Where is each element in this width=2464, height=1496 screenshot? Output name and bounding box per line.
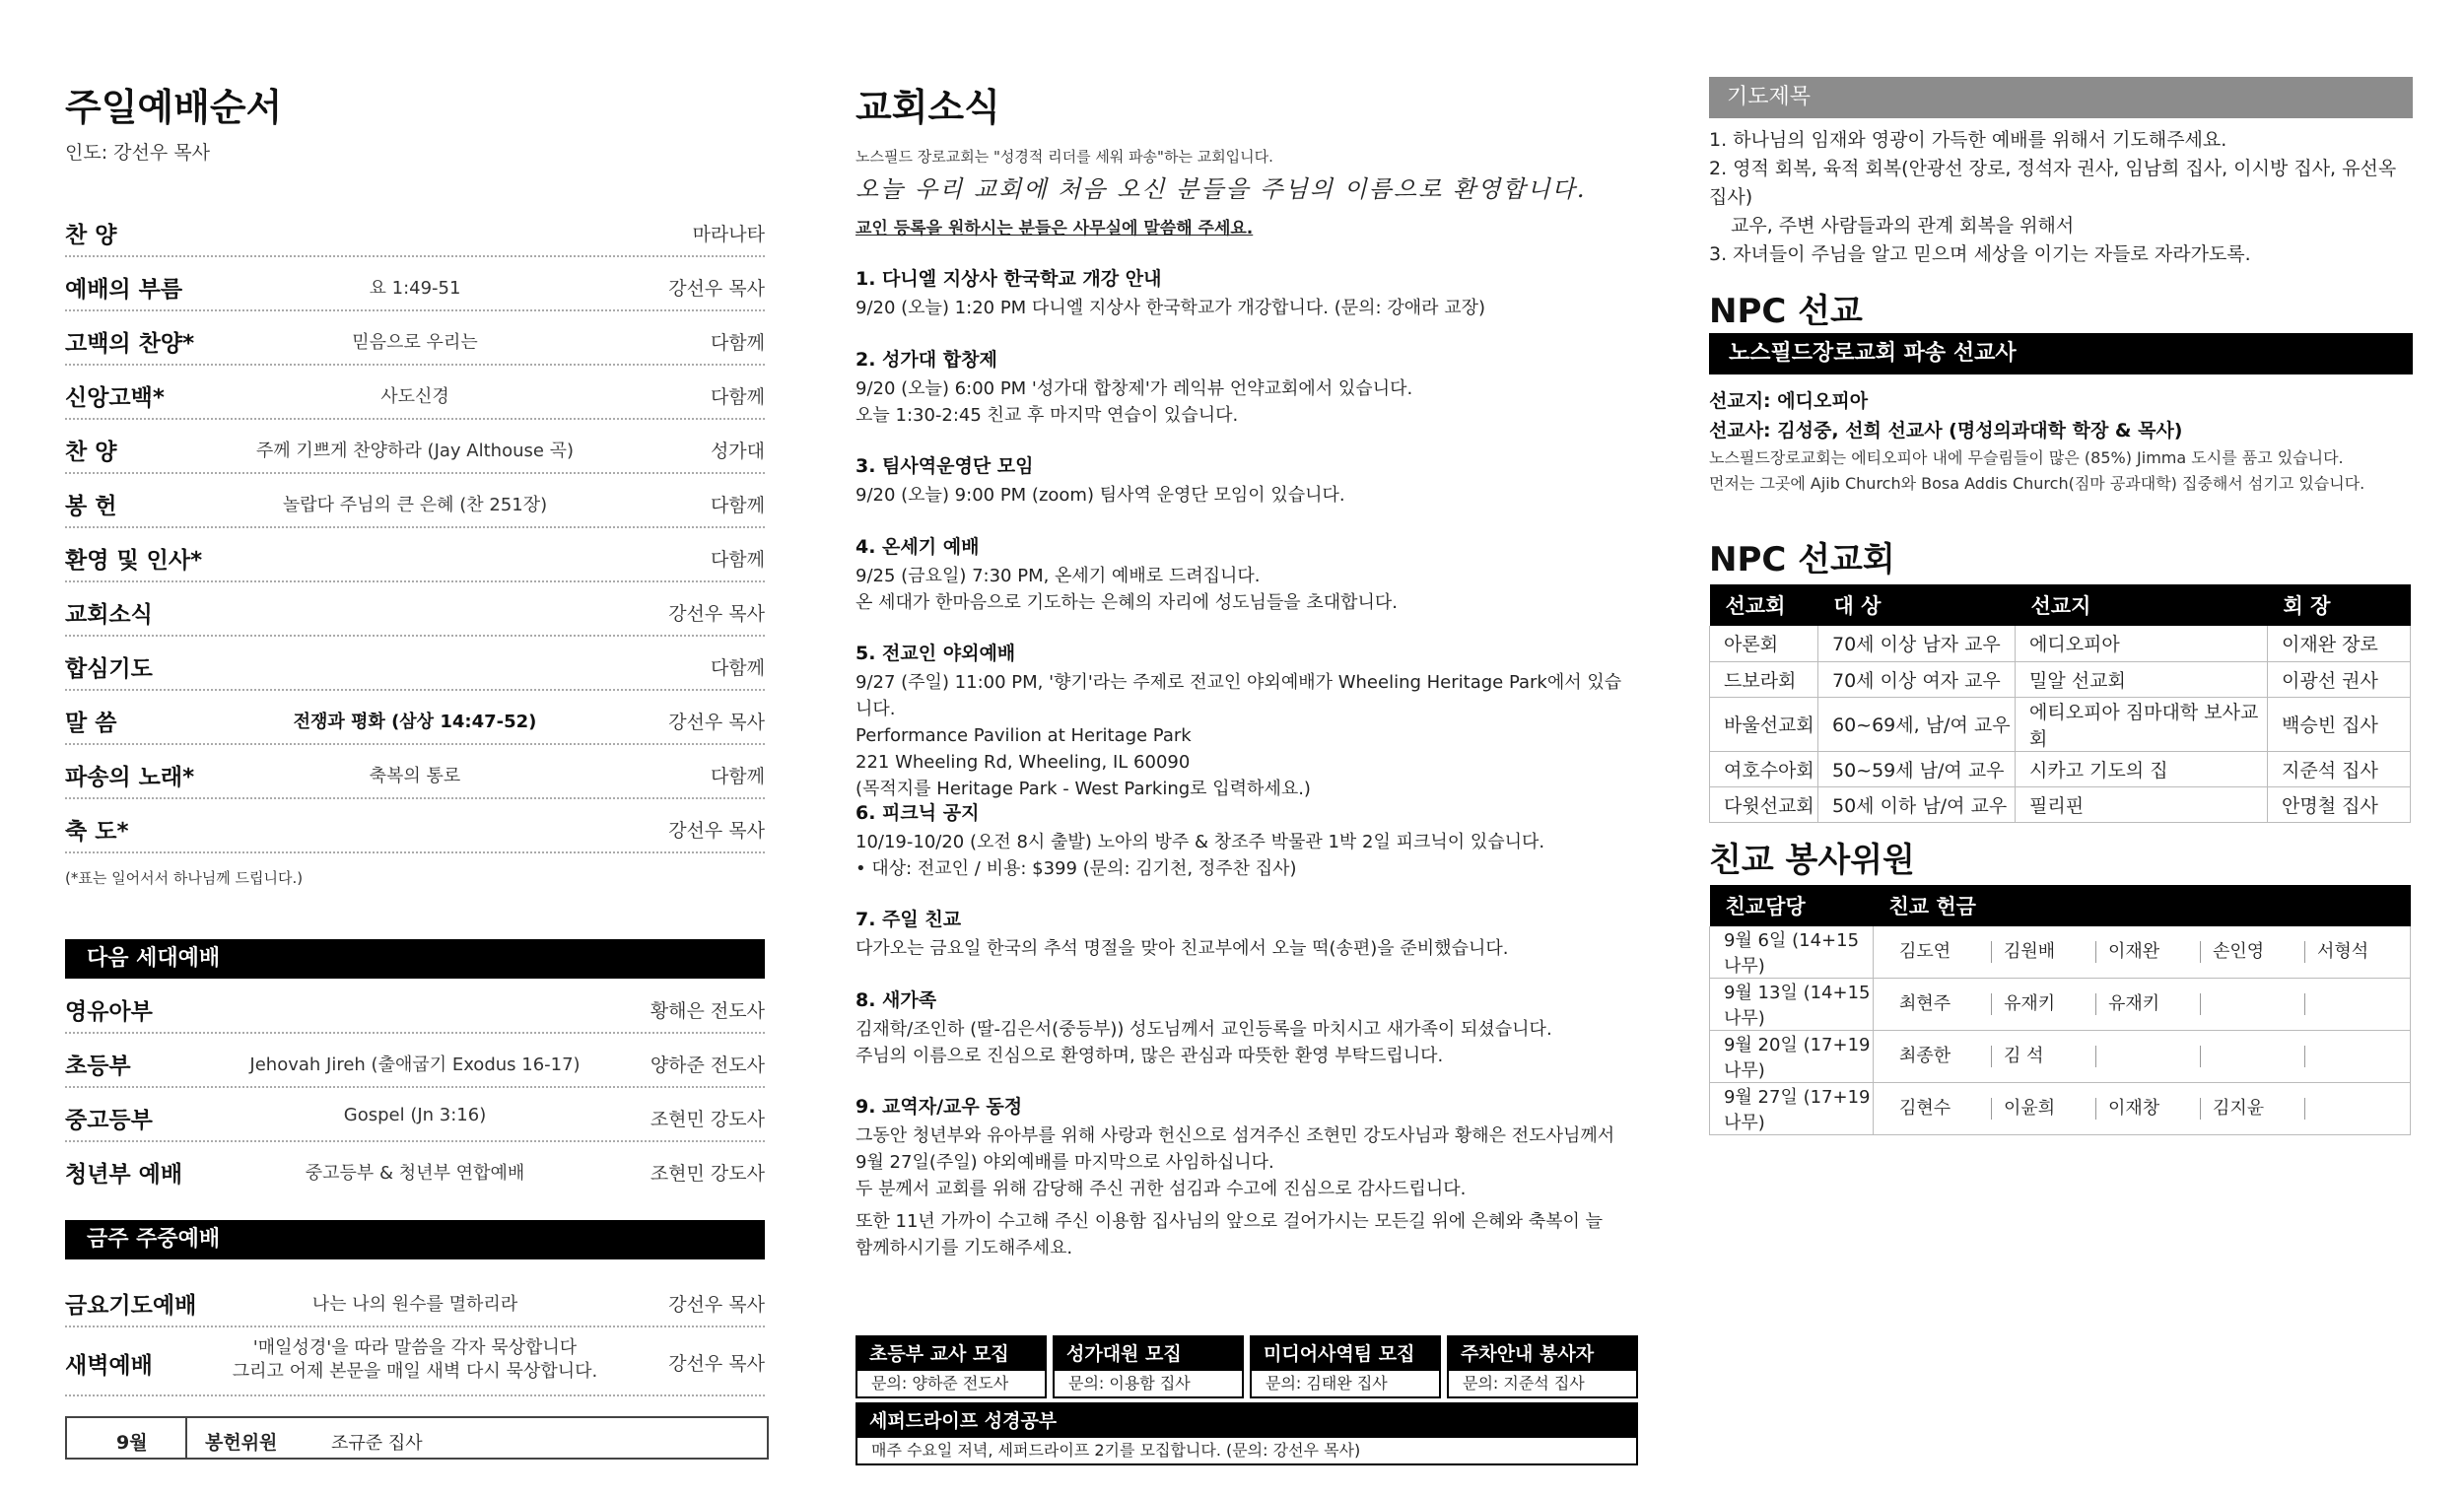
order-row: 찬 양 마라나타 <box>65 203 765 257</box>
recruit-box: 미디어사역팀 모집 문의: 김태완 집사 <box>1250 1335 1441 1398</box>
order-row: 파송의 노래* 축복의 통로 다함께 <box>65 745 765 799</box>
prayer-header: 기도제목 <box>1709 77 2413 118</box>
order-row: 영유아부 황해은 전도사 <box>65 980 765 1034</box>
missionary-name: 선교사: 김성중, 선희 선교사 (명성의과대학 학장 & 목사) <box>1709 420 2183 442</box>
order-row: 신앙고백* 사도신경 다함께 <box>65 366 765 420</box>
table-header-row: 선교회 대 상 선교지 회 장 <box>1710 584 2411 626</box>
welcome-message: 오늘 우리 교회에 처음 오신 분들을 주님의 이름으로 환영합니다. <box>856 175 1587 203</box>
prayer-list: 1. 하나님의 임재와 영광이 가득한 예배를 위해서 기도해주세요. 2. 영적 회복, 육적 회복(안광선 장로, 정석자 권사, 임남희 집사, 이시방 집사, 유선옥 집사) 교우, 주변 사람들과의 관계 회복을 위해서 3. 자녀들이 주님을 알고 믿으며 세상을 이기는 자들로 자라가도록. <box>1709 129 2397 265</box>
table-row: 아론회 70세 이상 남자 교우 에디오피아 이재완 장로 <box>1710 626 2411 661</box>
table-row: 9월 20일 (17+19나무) 최종한 김 석 <box>1710 1031 2411 1083</box>
order-row: 금요기도예배 나는 나의 원수를 멸하리라 강선우 목사 <box>65 1273 765 1327</box>
order-row: 말 씀 전쟁과 평화 (삼상 14:47-52) 강선우 목사 <box>65 691 765 745</box>
table-row: 9월 6일 (14+15나무) 김도연 김원배 이재완 손인영 서형석 <box>1710 926 2411 979</box>
offering-committee-box: 9월 봉헌위원 조규준 집사 <box>65 1416 769 1460</box>
news-item: 7. 주일 친교 다가오는 금요일 한국의 추석 명절을 맞아 친교부에서 오늘 떡(송편)을 준비했습니다. <box>856 909 1509 959</box>
standing-note: (*표는 일어서서 하나님께 드립니다.) <box>65 869 304 887</box>
news-item: 2. 성가대 합창제 9/20 (오늘) 6:00 PM '성가대 합창제'가 레익뷰 언약교회에서 있습니다. 오늘 1:30-2:45 친교 후 마지막 연습이 있습니다. <box>856 349 1413 426</box>
worship-order-list <box>65 203 765 853</box>
mission-place: 선교지: 에디오피아 <box>1709 390 1869 412</box>
news-item: 8. 새가족 김재학/조인하 (딸-김은서(중등부)) 성도님께서 교인등록을 마치시고 새가족이 되셨습니다. 주님의 이름으로 진심으로 환영하며, 많은 관심과 따뜻한 환영 부탁드립니다. <box>856 989 1552 1066</box>
weekday-list <box>65 1273 765 1396</box>
order-row: 봉 헌 놀랍다 주님의 큰 은혜 (찬 251장) 다함께 <box>65 474 765 528</box>
order-row: 중고등부 Gospel (Jn 3:16) 조현민 강도사 <box>65 1088 765 1142</box>
news-item: 3. 팀사역운영단 모임 9/20 (오늘) 9:00 PM (zoom) 팀사역 운영단 모임이 있습니다. <box>856 455 1345 506</box>
table-row: 다윗선교회 50세 이하 남/여 교우 필리핀 안명철 집사 <box>1710 786 2411 822</box>
table-row: 9월 13일 (14+15나무) 최현주 유재키 유재키 <box>1710 979 2411 1031</box>
mission-society-table <box>1709 584 2411 823</box>
recruit-box: 주차안내 봉사자 문의: 지준석 집사 <box>1447 1335 1638 1398</box>
table-row: 바울선교회 60~69세, 남/여 교우 에티오피아 짐마대학 보사교회 백승빈 집사 <box>1710 697 2411 751</box>
table-row: 여호수아회 50~59세 남/여 교우 시카고 기도의 집 지준석 집사 <box>1710 751 2411 786</box>
next-gen-header: 다음 세대예배 <box>65 939 765 979</box>
recruit-box: 초등부 교사 모집 문의: 양하준 전도사 <box>856 1335 1047 1398</box>
order-row: 새벽예배 '매일성경'을 따라 말씀을 각자 묵상합니다 그리고 어제 본문을 매일 새벽 다시 묵상합니다. 강선우 목사 <box>65 1327 765 1396</box>
news-item: 9. 교역자/교우 동정 그동안 청년부와 유아부를 위해 사랑과 헌신으로 섬겨주신 조현민 강도사님과 황해은 전도사님께서 9월 27일(주일) 야외예배를 마지막으로 사임하십니다. 두 분께서 교회를 위해 감당해 주신 귀한 섬김과 수고에 진심으로 감사드립니다. 또한 11년 가까이 수고해 주신 이용함 집사님의 앞으로 걸어가시는 모든길 위에 은혜와 축복이 늘 함께하시기를 기도해주세요. <box>856 1096 1615 1258</box>
order-row: 초등부 Jehovah Jireh (출애굽기 Exodus 16-17) 양하준 전도사 <box>65 1034 765 1088</box>
order-row: 환영 및 인사* 다함께 <box>65 528 765 582</box>
table-row: 드보라회 70세 이상 여자 교우 밀알 선교회 이광선 권사 <box>1710 661 2411 697</box>
mission-desc: 노스필드장로교회는 에티오피아 내에 무슬림들이 많은 (85%) Jimma 도시를 품고 있습니다. <box>1709 448 2344 467</box>
mission-desc: 먼저는 그곳에 Ajib Church와 Bosa Addis Church(짐마 공과대학) 집중해서 섬기고 있습니다. <box>1709 474 2365 493</box>
fellowship-title: 친교 봉사위원 <box>1709 841 1915 880</box>
worship-title: 주일예배순서 <box>65 86 283 129</box>
order-row: 청년부 예배 중고등부 & 청년부 연합예배 조현민 강도사 <box>65 1162 765 1188</box>
news-item: 1. 다니엘 지상사 한국학교 개강 안내 9/20 (오늘) 1:20 PM 다니엘 지상사 한국학교가 개강합니다. (문의: 강애라 교장) <box>856 268 1486 318</box>
registration-note: 교인 등록을 원하시는 분들은 사무실에 말씀해 주세요. <box>856 219 1254 238</box>
fellowship-table <box>1709 885 2411 1135</box>
bible-study-box: 세퍼드라이프 성경공부 매주 수요일 저녁, 세퍼드라이프 2기를 모집합니다. (문의: 강선우 목사) <box>856 1402 1638 1465</box>
order-row: 찬 양 주께 기쁘게 찬양하라 (Jay Althouse 곡) 성가대 <box>65 420 765 474</box>
mission-bar: 노스필드장로교회 파송 선교사 <box>1709 333 2413 374</box>
next-gen-list <box>65 980 765 1196</box>
news-item: 6. 피크닉 공지 10/19-10/20 (오전 8시 출발) 노아의 방주 & 창조주 박물관 1박 2일 피크닉이 있습니다. • 대상: 전교인 / 비용: $399 (문의: 김기천, 정주찬 집사) <box>856 802 1545 879</box>
table-row: 9월 27일 (17+19나무) 김현수 이윤희 이재창 김지윤 <box>1710 1083 2411 1135</box>
order-row: 합심기도 다함께 <box>65 637 765 691</box>
mission-society-title: NPC 선교회 <box>1709 540 1895 579</box>
weekday-header: 금주 주중예배 <box>65 1220 765 1259</box>
table-header-row: 친교담당 친교 헌금 <box>1710 885 2411 926</box>
order-row: 예배의 부름 요 1:49-51 강선우 목사 <box>65 257 765 311</box>
news-title: 교회소식 <box>856 86 1000 129</box>
news-item: 4. 온세기 예배 9/25 (금요일) 7:30 PM, 온세기 예배로 드려집니다. 온 세대가 한마음으로 기도하는 은혜의 자리에 성도님들을 초대합니다. <box>856 536 1399 613</box>
church-intro: 노스필드 장로교회는 "성경적 리더를 세워 파송"하는 교회입니다. <box>856 148 1273 166</box>
order-row: 교회소식 강선우 목사 <box>65 582 765 637</box>
order-row: 고백의 찬양* 믿음으로 우리는 다함께 <box>65 311 765 366</box>
worship-leader: 인도: 강선우 목사 <box>65 142 210 164</box>
news-item: 5. 전교인 야외예배 9/27 (주일) 11:00 PM, '향기'라는 주제로 전교인 야외예배가 Wheeling Heritage Park에서 있습니다. Performance Pavilion at Heritage Park 221 Wheeling Rd, Wheeling, IL 60090 (목적지를 Heritage Park - West Parking로 입력하세요.) <box>856 643 1622 799</box>
mission-title: NPC 선교 <box>1709 292 1863 331</box>
recruit-box: 성가대원 모집 문의: 이용함 집사 <box>1053 1335 1244 1398</box>
news-list <box>856 264 1636 1279</box>
order-row: 축 도* 강선우 목사 <box>65 799 765 853</box>
